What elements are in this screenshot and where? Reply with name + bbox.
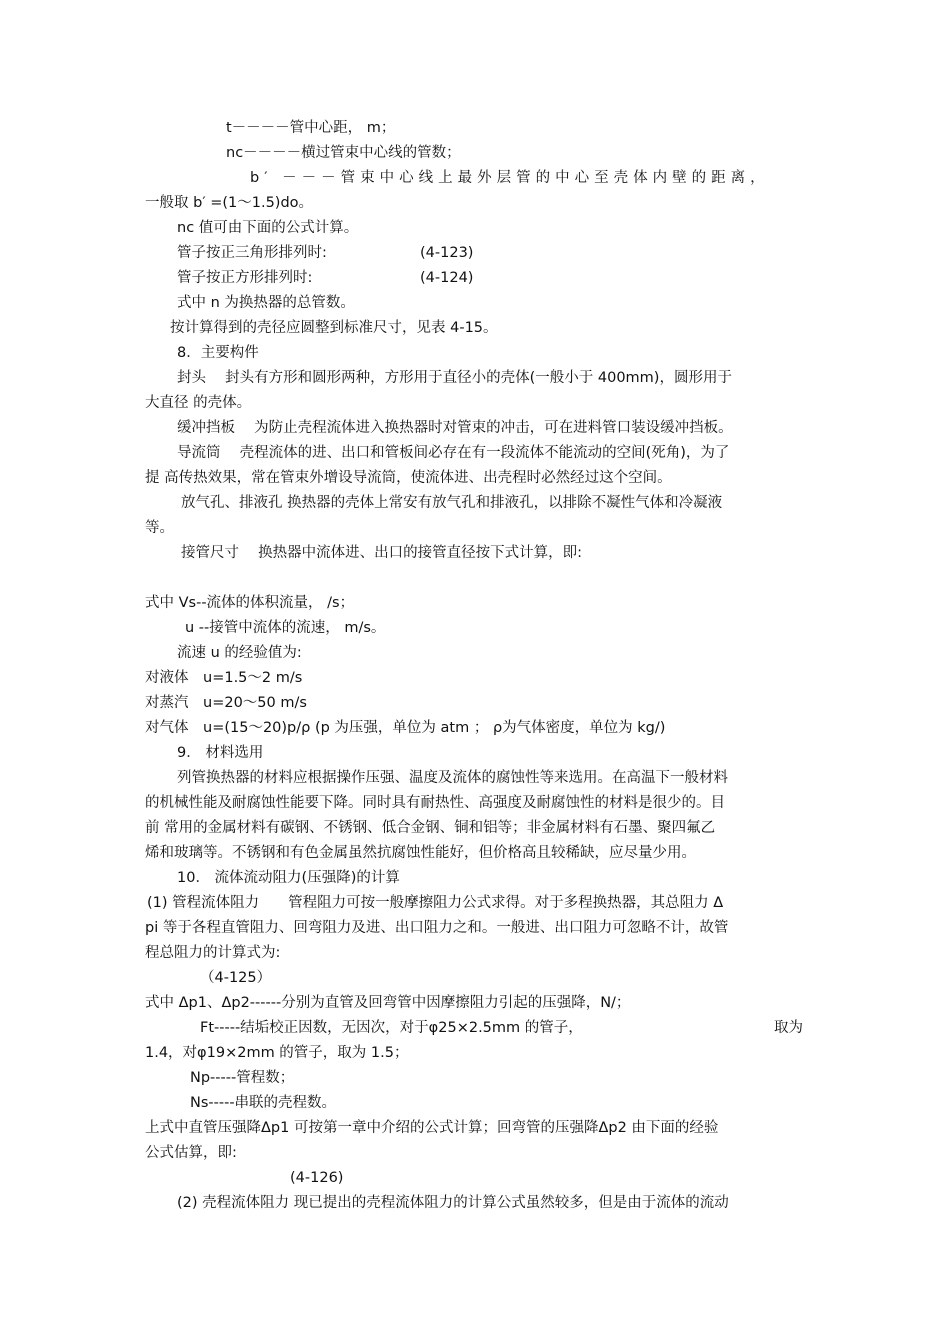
text-line: 式中 n 为换热器的总管数。 — [177, 295, 355, 311]
text-line: 程总阻力的计算式为: — [145, 945, 281, 961]
text-line: nc 值可由下面的公式计算。 — [177, 220, 359, 236]
text-line: u --接管中流体的流速， m/s。 — [185, 620, 386, 636]
text-line: Ft-----结垢校正因数，无因次，对于φ25×2.5mm 的管子， — [200, 1020, 583, 1036]
text-line: 导流筒 壳程流体的进、出口和管板间必存在有一段流体不能流动的空间(死角)，为了 — [177, 445, 730, 461]
text-line: 对蒸汽 u=20～50 m/s — [145, 695, 307, 711]
text-line: 接管尺寸 换热器中流体进、出口的接管直径按下式计算，即: — [181, 545, 582, 561]
text-line: 一般取 b′ =(1～1.5)do。 — [145, 195, 314, 211]
text-line: 管子按正三角形排列时: — [177, 245, 327, 261]
text-line: Np-----管程数； — [190, 1070, 295, 1086]
equation-number: (4-123) — [420, 245, 474, 261]
text-line: 按计算得到的壳径应圆整到标准尺寸，见表 4-15。 — [170, 320, 498, 336]
text-line: 对液体 u=1.5～2 m/s — [145, 670, 303, 686]
text-line: 封头 封头有方形和圆形两种，方形用于直径小的壳体(一般小于 400mm)，圆形用于 — [177, 370, 732, 386]
text-line: 流速 u 的经验值为: — [177, 645, 302, 661]
section-heading: 8．主要构件 — [177, 345, 259, 361]
text-line: 公式估算，即: — [145, 1145, 237, 1161]
text-line: 前 常用的金属材料有碳钢、不锈钢、低合金钢、铜和铝等；非金属材料有石墨、聚四氟乙 — [145, 820, 716, 836]
text-line: 列管换热器的材料应根据操作压强、温度及流体的腐蚀性等来选用。在高温下一般材料 — [177, 770, 728, 786]
text-line: 缓冲挡板 为防止壳程流体进入换热器时对管束的冲击，可在进料管口装设缓冲挡板。 — [177, 420, 733, 436]
text-line: b′ －－－管束中心线上最外层管的中心至壳体内壁的距离， — [250, 170, 770, 186]
text-line: nc－－－－横过管束中心线的管数； — [226, 145, 461, 161]
text-line: 提 高传热效果，常在管束外增设导流筒，使流体进、出壳程时必然经过这个空间。 — [145, 470, 672, 486]
text-line: 上式中直管压强降Δp1 可按第一章中介绍的公式计算；回弯管的压强降Δp2 由下面的经验 — [145, 1120, 719, 1136]
text-line: (1) 管程流体阻力 管程阻力可按一般摩擦阻力公式求得。对于多程换热器，其总阻力 Δ — [147, 895, 724, 911]
text-line: Ns-----串联的壳程数。 — [190, 1095, 337, 1111]
equation-number: （4-125） — [200, 970, 272, 986]
text-line: t－－－－管中心距， m； — [226, 120, 396, 136]
section-heading: 10． 流体流动阻力(压强降)的计算 — [177, 870, 400, 886]
text-line: pi 等于各程直管阻力、回弯阻力及进、出口阻力之和。一般进、出口阻力可忽略不计，故管 — [145, 920, 729, 936]
text-line: 对气体 u=(15～20)p/ρ (p 为压强，单位为 atm ； ρ为气体密度，单位为 kg/) — [145, 720, 666, 736]
text-line: 烯和玻璃等。不锈钢和有色金属虽然抗腐蚀性能好，但价格高且较稀缺，应尽量少用。 — [145, 845, 696, 861]
section-heading: 9． 材料选用 — [177, 745, 264, 761]
text-line: 取为 — [774, 1020, 803, 1036]
text-line: 1.4，对φ19×2mm 的管子，取为 1.5； — [145, 1045, 409, 1061]
equation-number: (4-126) — [290, 1170, 344, 1186]
text-line: 等。 — [145, 520, 174, 536]
text-line: (2) 壳程流体阻力 现已提出的壳程流体阻力的计算公式虽然较多，但是由于流体的流动 — [177, 1195, 729, 1211]
equation-number: (4-124) — [420, 270, 474, 286]
text-line: 放气孔、排液孔 换热器的壳体上常安有放气孔和排液孔，以排除不凝性气体和冷凝液 — [181, 495, 723, 511]
text-line: 的机械性能及耐腐蚀性能要下降。同时具有耐热性、高强度及耐腐蚀性的材料是很少的。目 — [145, 795, 725, 811]
text-line: 式中 Vs--流体的体积流量， /s； — [145, 595, 355, 611]
text-line: 管子按正方形排列时: — [177, 270, 313, 286]
text-line: 大直径 的壳体。 — [145, 395, 252, 411]
text-line: 式中 Δp1、Δp2------分别为直管及回弯管中因摩擦阻力引起的压强降，N/； — [145, 995, 631, 1011]
